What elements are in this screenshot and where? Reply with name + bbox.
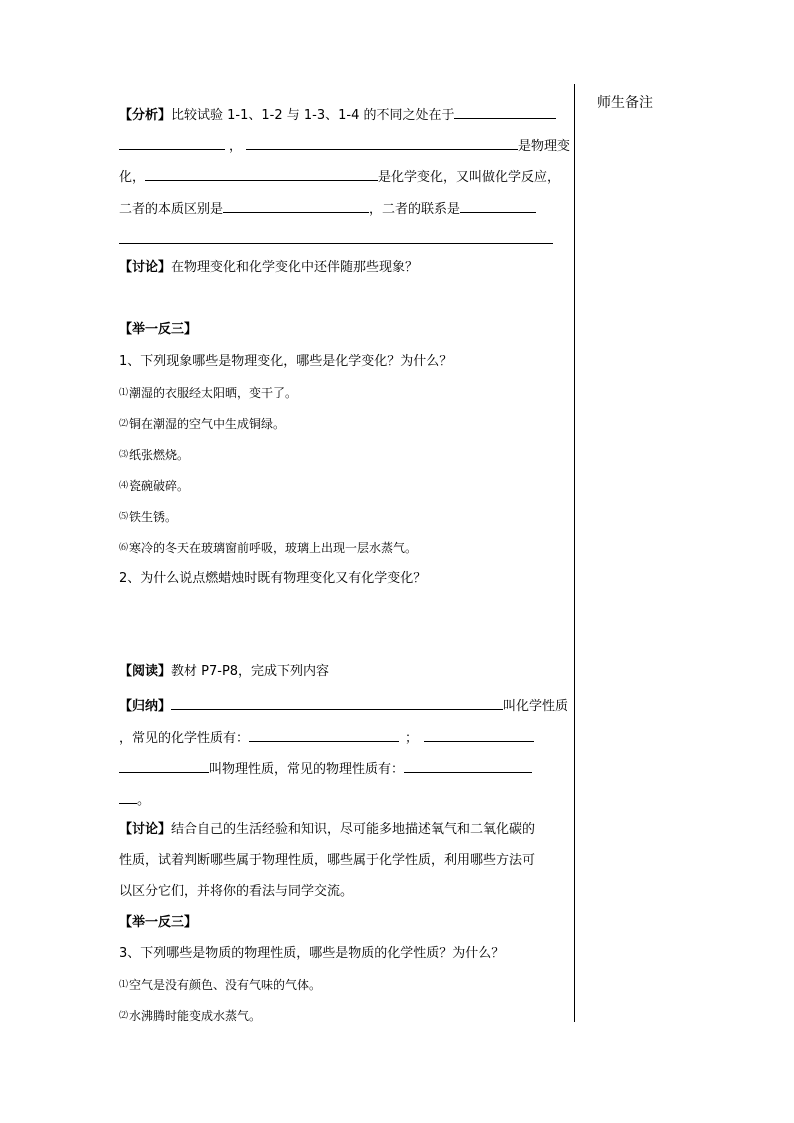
physical-property-def-blank-continued[interactable] [119,758,209,773]
q1-item-1 [119,384,297,402]
physical-property-def-blank[interactable] [424,727,534,742]
analysis-line-1 [119,104,556,125]
analysis-text-4a: 二者的本质区别是 [119,202,224,217]
analysis-comma: ， [229,139,243,154]
analysis-text-3a: 化， [119,170,146,185]
essence-difference-blank[interactable] [223,198,369,213]
chemical-property-examples-blank[interactable] [249,727,399,742]
chemical-property-def-blank[interactable] [171,695,503,710]
analysis-line-4 [119,198,536,219]
summary-text-1: 叫化学性质 [503,699,569,714]
q3-item-1-num: ⑴ [119,980,129,990]
discussion-1-text: 在物理变化和化学变化中还伴随那些现象？ [171,260,419,275]
margin-divider [574,84,575,1022]
physical-property-examples-blank[interactable] [404,758,532,773]
q1-item-2 [119,415,285,433]
q1-item-1-num: ⑴ [119,388,129,398]
q1-item-3 [119,446,189,464]
q1-item-1-text: 潮湿的衣服经太阳晒，变干了。 [129,386,298,400]
summary-line-3 [119,758,532,779]
summary-text-3: 叫物理性质，常见的物理性质有： [209,762,405,777]
discussion-2-line-2: 性质，试着判断哪些属于物理性质，哪些属于化学性质，利用哪些方法可 [119,853,536,868]
discussion-2-text-1: 结合自己的生活经验和知识，尽可能多地描述氧气和二氧化碳的 [171,822,536,837]
analysis-line-3 [119,166,560,187]
summary-text-2: ，常见的化学性质有： [119,731,250,746]
q1-item-6-text: 寒冷的冬天在玻璃窗前呼吸，玻璃上出现一层水蒸气。 [129,541,418,555]
reading-tag: 【阅读】 [119,664,172,679]
analysis-line-5 [119,229,553,244]
q3-item-2 [119,1007,261,1025]
q1-item-3-text: 纸张燃烧。 [129,448,190,462]
summary-tag: 【归纳】 [119,699,172,714]
summary-period: 。 [137,793,151,808]
q3-item-2-text: 水沸腾时能变成水蒸气。 [129,1009,262,1023]
analysis-blank-2[interactable] [119,135,225,150]
q1-item-4 [119,477,189,495]
analysis-line-2 [119,135,570,156]
notes-column-label: 师生备注 [597,95,653,111]
reading-line [119,663,329,681]
practice-1-tag: 【举一反三】 [119,322,198,337]
relation-blank-continued[interactable] [119,229,553,244]
discussion-2-tag: 【讨论】 [119,822,172,837]
summary-line-4 [119,789,150,810]
analysis-text-4b: ，二者的联系是 [369,202,461,217]
practice-2-tag: 【举一反三】 [119,915,198,930]
analysis-blank-1[interactable] [454,104,556,119]
question-1: 1、下列现象哪些是物理变化，哪些是化学变化？为什么？ [119,354,453,369]
q1-item-4-num: ⑷ [119,481,129,491]
physical-change-blank[interactable] [246,135,518,150]
analysis-tag: 【分析】 [119,108,172,123]
question-3: 3、下列哪些是物质的物理性质，哪些是物质的化学性质？为什么？ [119,946,505,961]
q1-item-2-text: 铜在潮湿的空气中生成铜绿。 [129,417,286,431]
physical-change-label: 是物理变 [518,139,571,154]
q1-item-5-text: 铁生锈。 [129,510,178,524]
discussion-1 [119,259,418,277]
chemical-change-blank[interactable] [145,166,378,181]
q3-item-1 [119,976,321,994]
reading-text: 教材 P7-P8，完成下列内容 [171,664,330,679]
physical-property-examples-blank-continued[interactable] [119,789,137,804]
q1-item-2-num: ⑵ [119,419,129,429]
discussion-1-tag: 【讨论】 [119,260,172,275]
summary-line-2 [119,727,534,748]
discussion-2-line-3: 以区分它们，并将你的看法与同学交流。 [119,884,354,899]
q1-item-3-num: ⑶ [119,450,129,460]
q1-item-5 [119,508,177,526]
analysis-text-3b: 是化学变化，又叫做化学反应， [378,170,561,185]
discussion-2-line-1 [119,821,535,839]
q3-item-1-text: 空气是没有颜色、没有气味的气体。 [129,978,322,992]
question-2: 2、为什么说点燃蜡烛时既有物理变化又有化学变化？ [119,571,427,586]
q1-item-6 [119,539,417,557]
relation-blank[interactable] [460,198,536,213]
q3-item-2-num: ⑵ [119,1011,129,1021]
summary-semicolon: ； [405,731,419,746]
analysis-text-1: 比较试验 1-1、1-2 与 1-3、1-4 的不同之处在于 [171,108,455,123]
q1-item-6-num: ⑹ [119,543,129,553]
summary-line-1 [119,695,568,716]
q1-item-4-text: 瓷碗破碎。 [129,479,190,493]
q1-item-5-num: ⑸ [119,512,129,522]
